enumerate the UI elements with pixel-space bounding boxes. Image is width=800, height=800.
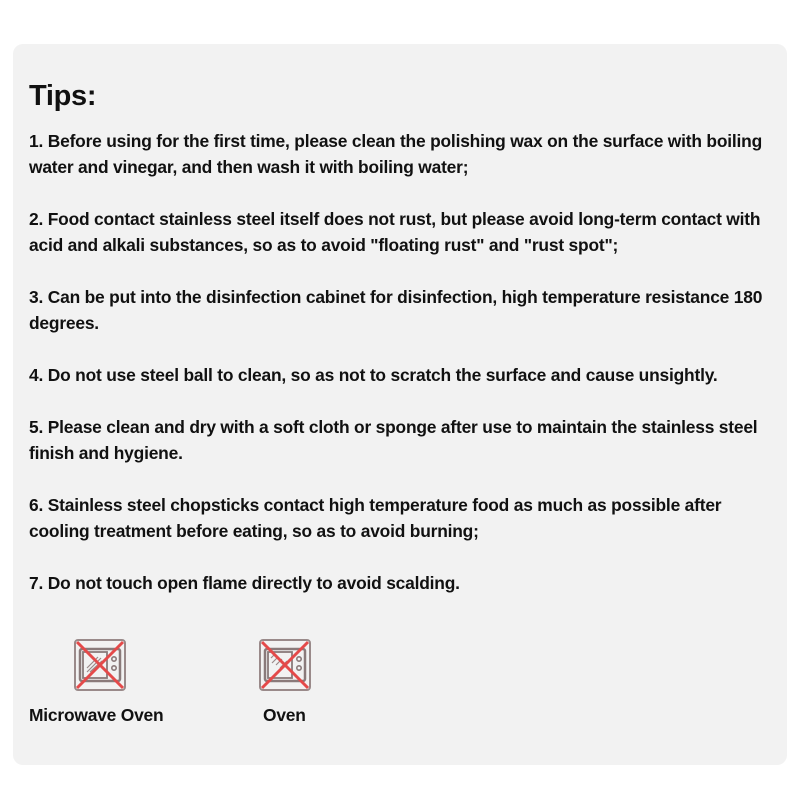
tips-title: Tips: [29,80,97,112]
no-microwave-icon [73,638,127,692]
tip-item: 1. Before using for the first time, please clean the polishing wax on the surface with boiling water and vinegar, and then wash it with boiling water; [29,131,762,177]
tip-item: 7. Do not touch open flame directly to avoid scalding. [29,573,460,593]
tip-item: 3. Can be put into the disinfection cabinet for disinfection, high temperature resistance 180 degrees. [29,287,763,333]
tip-item: 2. Food contact stainless steel itself does not rust, but please avoid long-term contact with acid and alkali substances, so as to avoid "floating rust" and "rust spot"; [29,209,761,255]
no-oven-icon [258,638,312,692]
tip-item: 6. Stainless steel chopsticks contact high temperature food as much as possible after cooling treatment before eating, so as to avoid burning; [29,495,722,541]
oven-label: Oven [263,705,306,725]
tips-list [29,128,779,622]
microwave-oven-label: Microwave Oven [29,705,164,725]
tip-item: 5. Please clean and dry with a soft cloth or sponge after use to maintain the stainless steel finish and hygiene. [29,417,758,463]
tip-item: 4. Do not use steel ball to clean, so as not to scratch the surface and cause unsightly. [29,365,718,385]
tips-card [13,44,787,765]
